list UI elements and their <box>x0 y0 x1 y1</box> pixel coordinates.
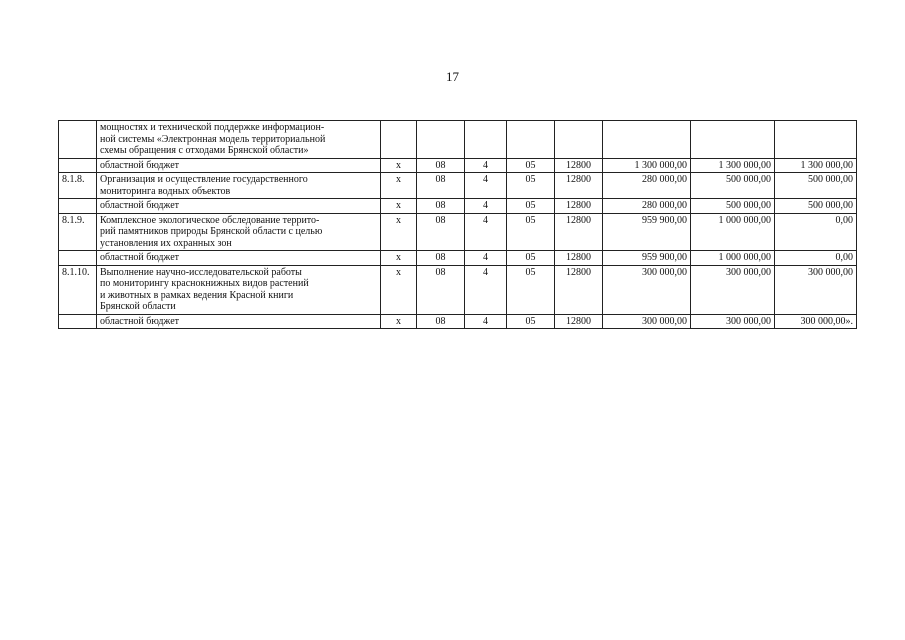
subsection-cell: 4 <box>465 251 507 266</box>
article-cell: 05 <box>507 251 555 266</box>
item-number-cell <box>59 314 97 329</box>
table-row <box>59 265 857 314</box>
amount-2023-cell <box>775 121 857 159</box>
code-cell: 12800 <box>555 213 603 251</box>
table-body <box>59 121 857 329</box>
description-line: Брянской области <box>100 301 176 312</box>
description-cell <box>97 265 381 314</box>
x-cell <box>381 121 417 159</box>
description-line: схемы обращения с отходами Брянской области» <box>100 145 309 156</box>
subsection-cell: 4 <box>465 213 507 251</box>
amount-2022-cell: 300 000,00 <box>691 314 775 329</box>
code-cell: 12800 <box>555 314 603 329</box>
section-cell: 08 <box>417 199 465 214</box>
description-line: и животных в рамках ведения Красной книги <box>100 289 294 301</box>
amount-2022-cell: 500 000,00 <box>691 173 775 199</box>
description-line: установления их охранных зон <box>100 237 232 249</box>
code-cell: 12800 <box>555 251 603 266</box>
item-number-cell: 8.1.9. <box>59 213 97 251</box>
description-line: Комплексное экологическое обследование террито- <box>100 214 320 226</box>
amount-2021-cell: 300 000,00 <box>603 265 691 314</box>
article-cell: 05 <box>507 158 555 173</box>
amount-2021-cell: 959 900,00 <box>603 251 691 266</box>
subsection-cell: 4 <box>465 265 507 314</box>
description-cell <box>97 314 381 329</box>
x-cell: х <box>381 158 417 173</box>
code-cell: 12800 <box>555 158 603 173</box>
section-cell: 08 <box>417 213 465 251</box>
description-cell <box>97 199 381 214</box>
page-number: 17 <box>446 69 459 84</box>
section-cell: 08 <box>417 265 465 314</box>
amount-2023-cell: 300 000,00 <box>775 265 857 314</box>
section-cell: 08 <box>417 251 465 266</box>
code-cell: 12800 <box>555 199 603 214</box>
description-line: рий памятников природы Брянской области с целью <box>100 226 323 237</box>
amount-2023-cell: 500 000,00 <box>775 199 857 214</box>
x-cell: х <box>381 265 417 314</box>
description-line: областной бюджет <box>100 200 180 211</box>
amount-2023-cell: 300 000,00». <box>775 314 857 329</box>
x-cell: х <box>381 173 417 199</box>
section-cell: 08 <box>417 158 465 173</box>
budget-subrow <box>59 158 857 173</box>
subsection-cell: 4 <box>465 199 507 214</box>
item-number-cell <box>59 121 97 159</box>
description-line: мониторинга водных объектов <box>100 185 231 197</box>
article-cell: 05 <box>507 265 555 314</box>
description-line: областной бюджет <box>100 159 180 171</box>
amount-2022-cell <box>691 121 775 159</box>
table-row <box>59 173 857 199</box>
amount-2022-cell: 1 000 000,00 <box>691 251 775 266</box>
item-number-cell: 8.1.10. <box>59 265 97 314</box>
amount-2022-cell: 1 300 000,00 <box>691 158 775 173</box>
description-line: ной системы «Электронная модель территориальной <box>100 133 326 145</box>
description-cell <box>97 173 381 199</box>
x-cell: х <box>381 314 417 329</box>
budget-subrow <box>59 199 857 214</box>
code-cell <box>555 121 603 159</box>
item-number-cell: 8.1.8. <box>59 173 97 199</box>
subsection-cell: 4 <box>465 173 507 199</box>
table-row <box>59 213 857 251</box>
article-cell: 05 <box>507 199 555 214</box>
amount-2021-cell: 1 300 000,00 <box>603 158 691 173</box>
subsection-cell: 4 <box>465 158 507 173</box>
section-cell <box>417 121 465 159</box>
budget-table <box>58 120 857 329</box>
amount-2022-cell: 500 000,00 <box>691 199 775 214</box>
amount-2023-cell: 1 300 000,00 <box>775 158 857 173</box>
description-cell <box>97 158 381 173</box>
article-cell: 05 <box>507 213 555 251</box>
description-line: мощностях и технической поддержке информацион- <box>100 122 325 133</box>
article-cell: 05 <box>507 314 555 329</box>
section-cell: 08 <box>417 314 465 329</box>
section-cell: 08 <box>417 173 465 199</box>
amount-2021-cell: 280 000,00 <box>603 199 691 214</box>
article-cell <box>507 121 555 159</box>
description-line: областной бюджет <box>100 315 180 327</box>
amount-2023-cell: 0,00 <box>775 251 857 266</box>
budget-subrow <box>59 251 857 266</box>
amount-2022-cell: 300 000,00 <box>691 265 775 314</box>
amount-2021-cell: 280 000,00 <box>603 173 691 199</box>
x-cell: х <box>381 199 417 214</box>
item-number-cell <box>59 251 97 266</box>
article-cell: 05 <box>507 173 555 199</box>
code-cell: 12800 <box>555 265 603 314</box>
description-line: Выполнение научно-исследовательской работы <box>100 266 302 278</box>
description-line: Организация и осуществление государственного <box>100 174 308 185</box>
description-cell <box>97 121 381 159</box>
subsection-cell: 4 <box>465 314 507 329</box>
subsection-cell <box>465 121 507 159</box>
amount-2023-cell: 500 000,00 <box>775 173 857 199</box>
item-number-cell <box>59 199 97 214</box>
x-cell: х <box>381 251 417 266</box>
amount-2023-cell: 0,00 <box>775 213 857 251</box>
budget-subrow <box>59 314 857 329</box>
table-row <box>59 121 857 159</box>
amount-2021-cell: 300 000,00 <box>603 314 691 329</box>
amount-2021-cell: 959 900,00 <box>603 213 691 251</box>
x-cell: х <box>381 213 417 251</box>
description-cell <box>97 213 381 251</box>
description-line: областной бюджет <box>100 252 180 263</box>
amount-2022-cell: 1 000 000,00 <box>691 213 775 251</box>
code-cell: 12800 <box>555 173 603 199</box>
item-number-cell <box>59 158 97 173</box>
description-cell <box>97 251 381 266</box>
description-line: по мониторингу краснокнижных видов растений <box>100 278 309 289</box>
amount-2021-cell <box>603 121 691 159</box>
